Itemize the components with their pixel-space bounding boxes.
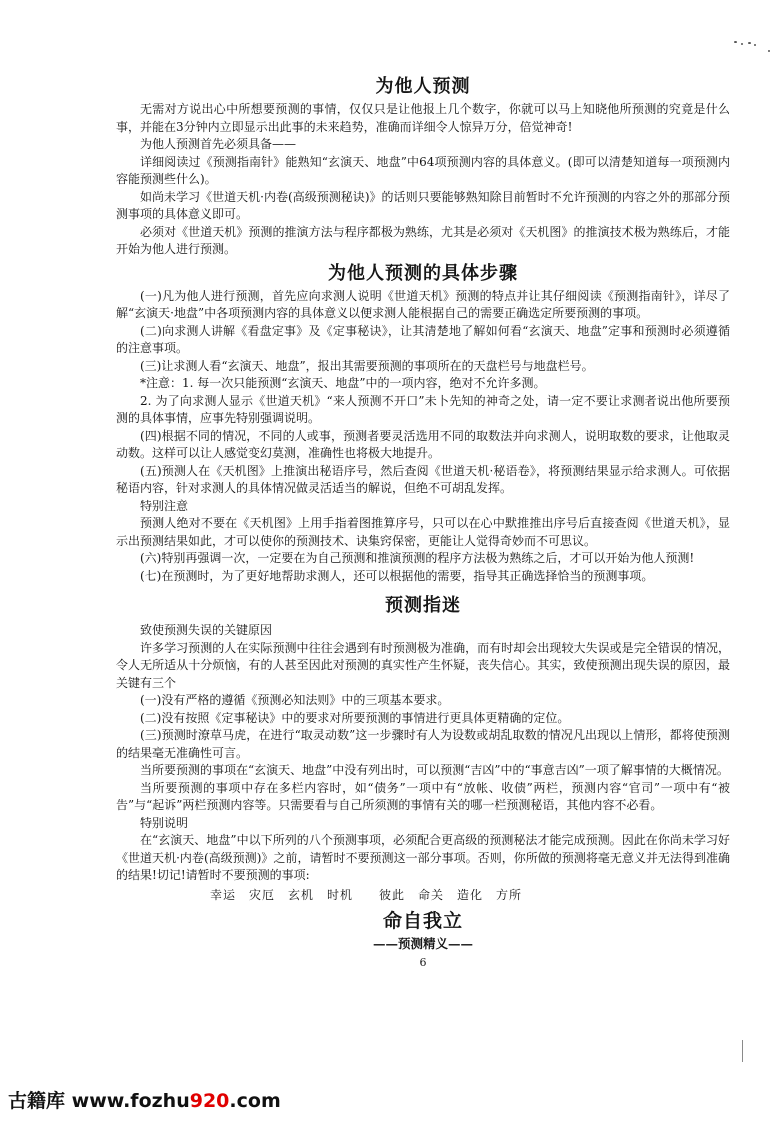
scan-speck bbox=[768, 50, 770, 52]
section-title-predict-for-others: 为他人预测 bbox=[375, 76, 471, 97]
subheading: 特别说明 bbox=[140, 815, 189, 830]
site-name: 古籍库 bbox=[8, 1090, 66, 1112]
list-item: (三)预测时潦草马虎，在进行“取灵动数”这一步骤时有人为设数或胡乱取数的情况凡出现以上情形，都将使预测的结果毫无准确性可言。 bbox=[116, 728, 730, 760]
paragraph: 详细阅读过《预测指南针》能熟知“玄演天、地盘”中64项预测内容的具体意义。(即可以清楚知道每一项预测内容能预测些什么)。 bbox=[116, 154, 730, 186]
scan-speck bbox=[754, 44, 756, 46]
section-title-steps: 为他人预测的具体步骤 bbox=[328, 262, 518, 284]
step-paragraph: (二)向求测人讲解《看盘定事》及《定事秘诀》，让其清楚地了解如何看“玄演天、地盘”定事和预测时必须遵循的注意事项。 bbox=[116, 323, 730, 355]
restricted-items-line: 幸运 灾厄 玄机 时机 彼此 命关 造化 方所 bbox=[210, 887, 523, 902]
page-number: 6 bbox=[419, 956, 427, 969]
scan-speck bbox=[741, 43, 743, 45]
note-paragraph: *注意：1. 每一次只能预测“玄演天、地盘”中的一项内容，绝对不允许多测。 bbox=[140, 376, 546, 390]
scan-speck bbox=[748, 42, 751, 44]
note-paragraph: 2. 为了向求测人显示《世道天机》“来人预测不开口”未卜先知的神奇之处，请一定不要让求测者说出他所要预测的具体事情，应事先特别强调说明。 bbox=[116, 393, 730, 425]
step-paragraph: (七)在预测时，为了更好地帮助求测人，还可以根据他的需要，指导其正确选择恰当的预测事项。 bbox=[140, 568, 654, 583]
section-title-prediction-guide: 预测指迷 bbox=[385, 595, 461, 616]
paragraph: 在“玄演天、地盘”中以下所列的八个预测事项，必须配合更高级的预测秘法才能完成预测。因此在你尚未学习好《世道天机·内卷(高级预测)》之前，请暂时不要预测这一部分事项。否则，你所做的预测将毫无意义并无法得到准确的结果!切记!请暂时不要预测的事项: bbox=[116, 833, 730, 882]
paragraph: 如尚未学习《世道天机·内卷(高级预测秘诀)》的话则只要能够熟知除目前暂时不允许预测的内容之外的那部分预测事项的具体意义即可。 bbox=[116, 189, 730, 221]
step-paragraph: (一)凡为他人进行预测，首先应向求测人说明《世道天机》预测的特点并让其仔细阅读《预测指南针》，详尽了解“玄演天·地盘”中各项预测内容的具体意义以便求测人能根据自己的需要正确选定所要预测的事项。 bbox=[116, 288, 730, 320]
site-url-suffix: .com bbox=[229, 1090, 281, 1112]
special-note-heading: 特别注意 bbox=[140, 498, 189, 513]
page-content bbox=[116, 76, 730, 969]
paragraph: 当所要预测的事项在“玄演天、地盘”中没有列出时，可以预测“吉凶”中的“事意吉凶”一项了解事情的大概情况。 bbox=[140, 763, 729, 777]
step-paragraph: (五)预测人在《天机图》上推演出秘语序号，然后查阅《世道天机·秘语卷》，将预测结果显示给求测人。可依据秘语内容，针对求测人的具体情况做灵活适当的解说，但绝不可胡乱发挥。 bbox=[116, 463, 730, 495]
subheading: 致使预测失误的关键原因 bbox=[140, 623, 273, 637]
paragraph: 许多学习预测的人在实际预测中往往会遇到有时预测极为准确，而有时却会出现较大失误或是完全错误的情况，令人无所适从十分烦恼，有的人甚至因此对预测的真实性产生怀疑，丧失信心。其实，致使预测出现失误的原因，最关键有三个 bbox=[116, 640, 730, 690]
paragraph: 预测人绝对不要在《天机图》上用手指着图推算序号，只可以在心中默推推出序号后直接查阅《世道天机》，显示出预测结果如此，才可以使你的预测技术、诀集窍保密，更能让人觉得奇妙而不可思议。 bbox=[116, 516, 730, 548]
list-item: (一)没有严格的遵循《预测必知法则》中的三项基本要求。 bbox=[140, 693, 450, 707]
step-paragraph: (六)特别再强调一次，一定要在为自己预测和推演预测的程序方法极为熟练之后，才可以开始为他人预测! bbox=[140, 551, 695, 565]
section-subtitle: ——预测精义—— bbox=[372, 936, 473, 951]
section-title-fate: 命自我立 bbox=[382, 910, 463, 932]
paragraph: 当所要预测的事项中存在多栏内容时，如“债务”一项中有“放帐、收债”两栏，预测内容“官司”一项中有“被告”与“起诉”两栏预测内容等。只需要看与自己所须测的事情有关的哪一栏预测秘语，其他内容不必看。 bbox=[116, 780, 730, 812]
scan-speck bbox=[734, 41, 737, 43]
paragraph: 无需对方说出心中所想要预测的事情，仅仅只是让他报上几个数字，你就可以马上知晓他所预测的究竟是什么事，并能在3分钟内立即显示出此事的未来趋势，准确而详细令人惊异万分，倍觉神奇! bbox=[116, 102, 730, 134]
paragraph: 为他人预测首先必须具备—— bbox=[140, 137, 297, 151]
step-paragraph: (三)让求测人看“玄演天、地盘”，报出其需要预测的事项所在的天盘栏号与地盘栏号。 bbox=[140, 358, 594, 373]
step-paragraph: (四)根据不同的情况，不同的人或事，预测者要灵活选用不同的取数法并向求测人，说明取数的要求，让他取灵动数。这样可以让人感觉变幻莫测，准确性也将极大地提升。 bbox=[116, 428, 730, 460]
site-watermark bbox=[8, 1086, 281, 1113]
paragraph: 必须对《世道天机》预测的推演方法与程序都极为熟练，尤其是必须对《天机图》的推演技术极为熟练后，才能开始为他人进行预测。 bbox=[116, 224, 730, 256]
list-item: (二)没有按照《定事秘诀》中的要求对所要预测的事情进行更具体更精确的定位。 bbox=[140, 710, 570, 725]
scan-edge-line bbox=[742, 1040, 743, 1062]
site-url-number: 920 bbox=[189, 1090, 230, 1112]
site-url[interactable] bbox=[72, 1090, 281, 1112]
site-url-prefix: www.fozhu bbox=[71, 1090, 190, 1112]
